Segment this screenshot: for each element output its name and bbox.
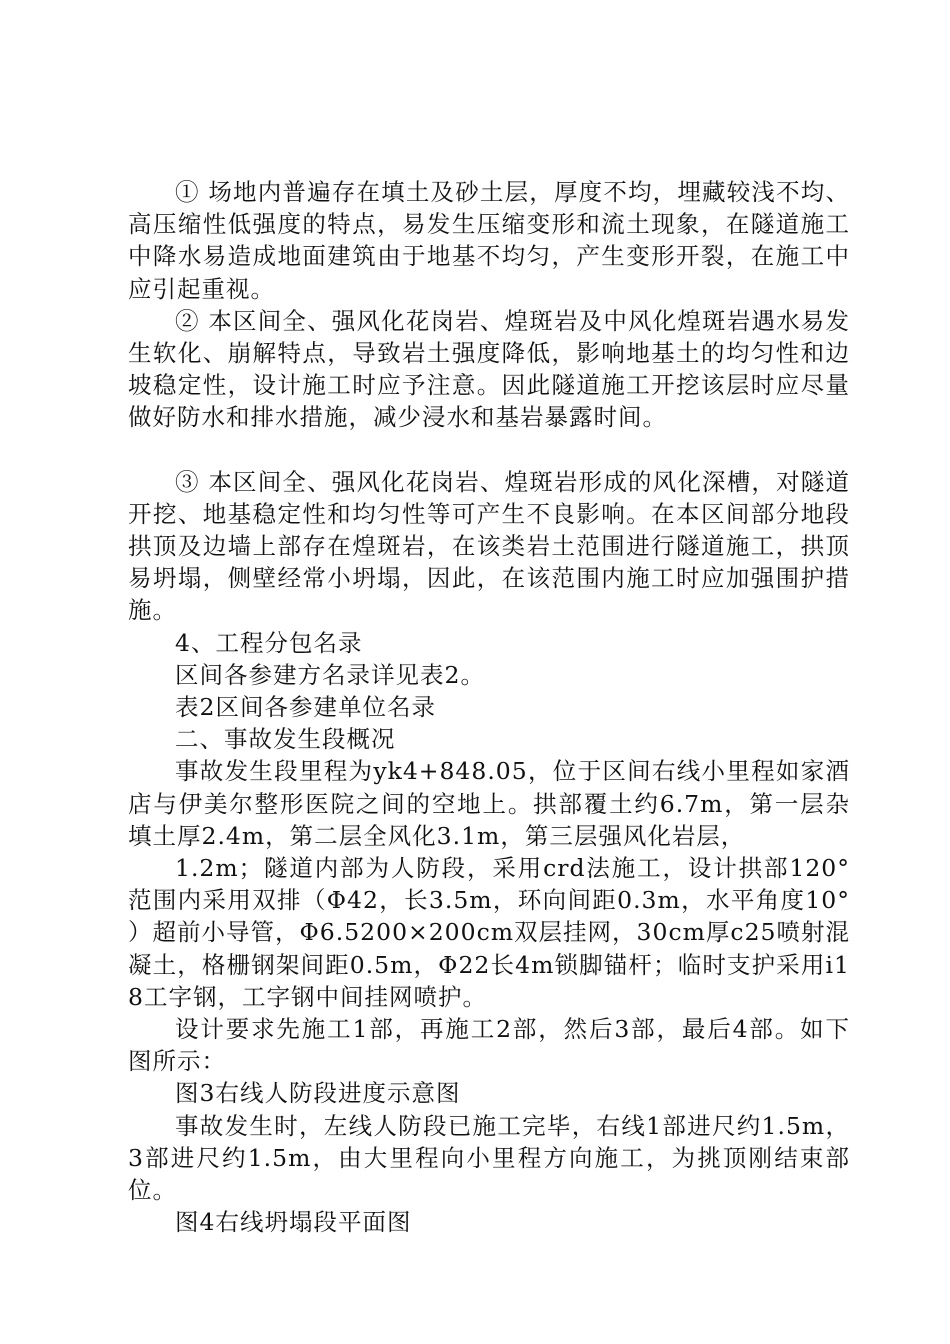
section-heading-subcontract: 4、工程分包名录 [175, 628, 363, 657]
paragraph-support-design: 1.2m；隧道内部为人防段，采用crd法施工，设计拱部120° 范围内采用双排（Φ42，长3.5m，环向间距0.3m，水平角度10° ）超前小导管，Φ6.5200×200cm双层挂网，30cm厚c25喷射混凝土，格栅钢架间距0.5m，Φ22长4m锁脚锚杆；临时支护采用i18工字钢，工字钢中间挂网喷护。 [128, 854, 850, 1011]
paragraph-weathering-trough: ③ 本区间全、强风化花岗岩、煌斑岩形成的风化深槽，对隧道开挖、地基稳定性和均匀性等可产生不良影响。在本区间部分地段拱顶及边墙上部存在煌斑岩，在该类岩土范围进行隧道施工，拱顶易坍塌，侧壁经常小坍塌，因此，在该范围内施工时应加强围护措施。 [128, 467, 850, 625]
paragraph-fill-soil: ① 场地内普遍存在填土及砂土层，厚度不均，埋藏较浅不均、高压缩性低强度的特点，易发生压缩变形和流土现象，在隧道施工中降水易造成地面建筑由于地基不均匀，产生变形开裂，在施工中应引起重视。 [128, 178, 850, 303]
paragraph-construction-sequence: 设计要求先施工1部，再施工2部，然后3部，最后4部。如下图所示： [128, 1015, 850, 1076]
section-heading-accident: 二、事故发生段概况 [175, 725, 396, 754]
paragraph-weathered-rock: ② 本区间全、强风化花岗岩、煌斑岩及中风化煌斑岩遇水易发生软化、崩解特点，导致岩土强度降低，影响地基土的均匀性和边坡稳定性，设计施工时应予注意。因此隧道施工开挖该层时应尽量做好防水和排水措施，减少浸水和基岩暴露时间。 [128, 306, 850, 432]
paragraph-accident-location: 事故发生段里程为yk4+848.05，位于区间右线小里程如家酒店与伊美尔整形医院之间的空地上。拱部覆土约6.7m，第一层杂填土厚2.4m，第二层全风化3.1m，第三层强风化岩层， [128, 757, 850, 850]
paragraph-participants: 区间各参建方名录详见表2。 [175, 660, 485, 689]
document-body [128, 176, 850, 1239]
paragraph-accident-status: 事故发生时，左线人防段已施工完毕，右线1部进尺约1.5m，3部进尺约1.5m，由大里程向小里程方向施工，为挑顶刚结束部位。 [128, 1111, 850, 1205]
figure-caption-progress: 图3右线人防段进度示意图 [175, 1079, 461, 1108]
figure-caption-plan: 图4右线坍塌段平面图 [175, 1208, 412, 1237]
table-caption: 表2区间各参建单位名录 [175, 693, 436, 722]
paragraph-spacer [128, 434, 850, 466]
